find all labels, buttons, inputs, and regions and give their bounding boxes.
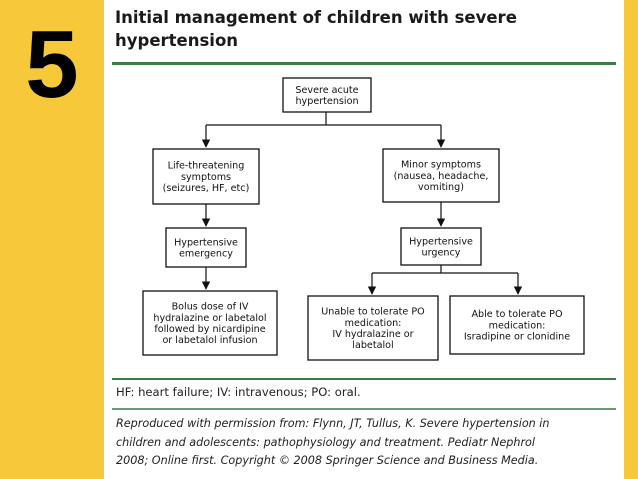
abbreviation-legend: HF: heart failure; IV: intravenous; PO: oral. xyxy=(116,385,361,399)
node-severe-acute xyxy=(283,78,371,112)
node-label-line: (seizures, HF, etc) xyxy=(162,183,250,195)
node-label-line: Able to tolerate PO xyxy=(471,309,563,321)
node-label-line: Life-threatening xyxy=(167,160,245,172)
node-life-threatening xyxy=(153,149,259,204)
node-label-line: or labetalol infusion xyxy=(162,335,258,347)
citation xyxy=(116,415,616,471)
legend-divider xyxy=(112,378,616,380)
citation-line: Reproduced with permission from: Flynn, JT, Tullus, K. Severe hypertension in xyxy=(116,417,550,430)
node-label-line: hydralazine or labetalol xyxy=(153,312,267,324)
node-minor-symptoms xyxy=(383,149,499,202)
title-line: hypertension xyxy=(115,31,239,50)
node-unable-po xyxy=(308,296,438,360)
slide-number: 5 xyxy=(25,11,79,118)
node-label-line: medication: xyxy=(344,317,402,329)
node-label-line: Hypertensive xyxy=(409,236,473,248)
flowchart-nodes xyxy=(143,78,584,360)
figure-panel xyxy=(104,0,624,479)
node-label-line: Bolus dose of IV xyxy=(171,301,249,313)
node-label-line: urgency xyxy=(421,247,461,259)
node-label-line: Minor symptoms xyxy=(401,159,481,171)
node-emergency xyxy=(166,228,246,267)
node-able-po xyxy=(450,296,584,354)
node-label-line: labetalol xyxy=(352,340,394,352)
title-line: Initial management of children with severe xyxy=(115,8,517,27)
node-label-line: followed by nicardipine xyxy=(154,324,266,335)
node-label-line: IV hydralazine or xyxy=(332,329,414,340)
citation-divider xyxy=(112,408,616,410)
citation-line: 2008; Online first. Copyright © 2008 Springer Science and Business Media. xyxy=(116,454,539,467)
node-label-line: vomiting) xyxy=(418,182,464,194)
flowchart xyxy=(104,0,624,375)
node-label-line: hypertension xyxy=(295,96,359,107)
node-bolus xyxy=(143,291,277,355)
node-label-line: emergency xyxy=(179,248,233,260)
node-urgency xyxy=(401,228,481,265)
node-label-line: Isradipine or clonidine xyxy=(463,331,571,343)
node-label-line: symptoms xyxy=(180,171,232,183)
node-label-line: Hypertensive xyxy=(174,237,238,249)
node-label-line: (nausea, headache, xyxy=(393,170,489,182)
node-label-line: Unable to tolerate PO xyxy=(321,306,425,318)
node-label-line: medication: xyxy=(488,320,546,332)
node-label-line: Severe acute xyxy=(295,84,359,96)
citation-line: children and adolescents: pathophysiology and treatment. Pediatr Nephrol xyxy=(116,435,536,449)
